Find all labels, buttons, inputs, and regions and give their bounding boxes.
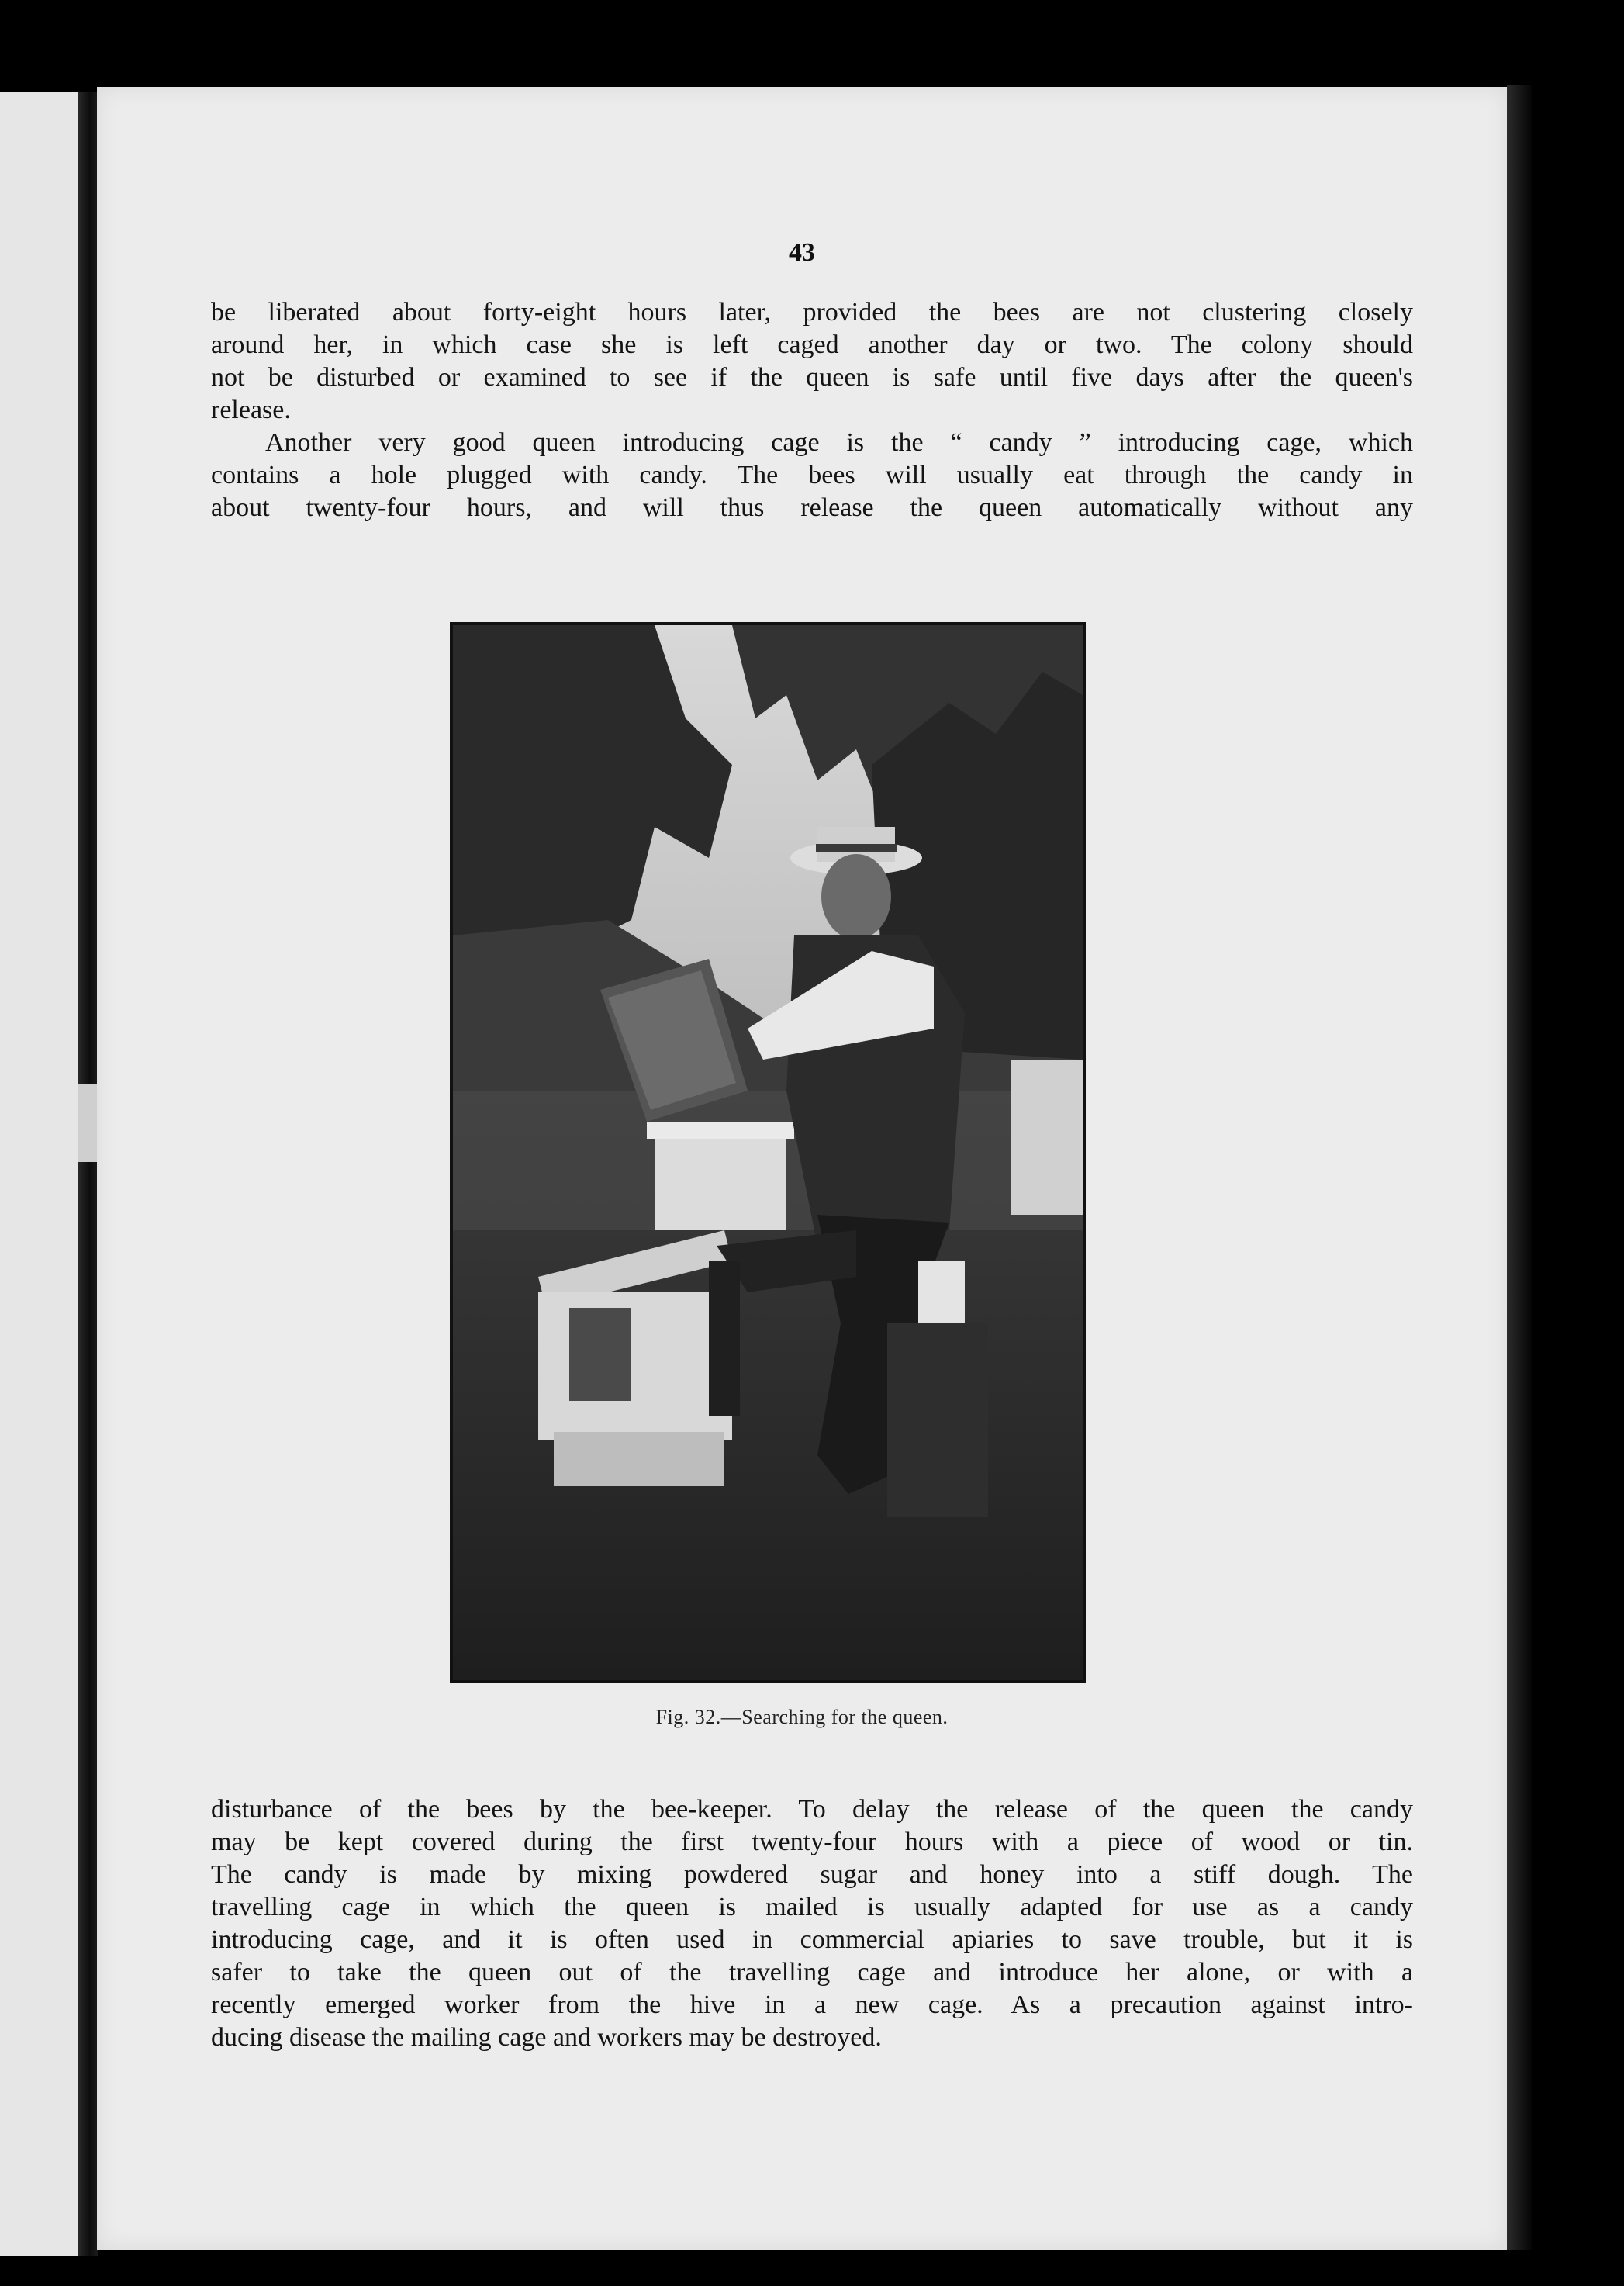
text-line: ducing disease the mailing cage and workers may be destroyed. bbox=[211, 2023, 882, 2052]
text-line: disturbance of the bees by the bee-keeper. To delay the release of the queen the candy bbox=[211, 1795, 1413, 1824]
text-line: Another very good queen introducing cage is the “ candy ” introducing cage, which bbox=[265, 428, 1413, 457]
text-line: around her, in which case she is left caged another day or two. The colony should bbox=[211, 330, 1413, 359]
binding-shadow bbox=[78, 92, 98, 2256]
binding-gap bbox=[78, 1084, 98, 1162]
text-line: safer to take the queen out of the travelling cage and introduce her alone, or with a bbox=[211, 1958, 1413, 1987]
paragraph-1 bbox=[211, 296, 1413, 427]
photo-beekeeper-icon bbox=[453, 625, 1083, 1680]
page-number: 43 bbox=[789, 238, 815, 267]
text-line: travelling cage in which the queen is mailed is usually adapted for use as a candy bbox=[211, 1893, 1413, 1921]
facing-page-edge bbox=[0, 92, 97, 2256]
text-line: contains a hole plugged with candy. The bees will usually eat through the candy in bbox=[211, 461, 1413, 489]
text-line: release. bbox=[211, 396, 291, 424]
text-line: about twenty-four hours, and will thus release the queen automatically without any bbox=[211, 493, 1413, 522]
paragraph-3 bbox=[211, 1793, 1413, 2054]
text-line: The candy is made by mixing powdered sugar and honey into a stiff dough. The bbox=[211, 1860, 1413, 1889]
figure-caption: Fig. 32.—Searching for the queen. bbox=[655, 1706, 948, 1728]
paragraph-2 bbox=[211, 427, 1413, 524]
text-line: introducing cage, and it is often used in commercial apiaries to save trouble, but it is bbox=[211, 1925, 1413, 1954]
figure-photo bbox=[450, 622, 1086, 1683]
text-line: not be disturbed or examined to see if the queen is safe until five days after the queen's bbox=[211, 363, 1413, 392]
text-line: be liberated about forty-eight hours later, provided the bees are not clustering closely bbox=[211, 298, 1413, 327]
page-edge-shadow bbox=[1507, 85, 1532, 2250]
text-line: may be kept covered during the first twenty-four hours with a piece of wood or tin. bbox=[211, 1828, 1413, 1856]
book-page bbox=[97, 87, 1507, 2250]
text-line: recently emerged worker from the hive in a new cage. As a precaution against intro- bbox=[211, 1990, 1413, 2019]
